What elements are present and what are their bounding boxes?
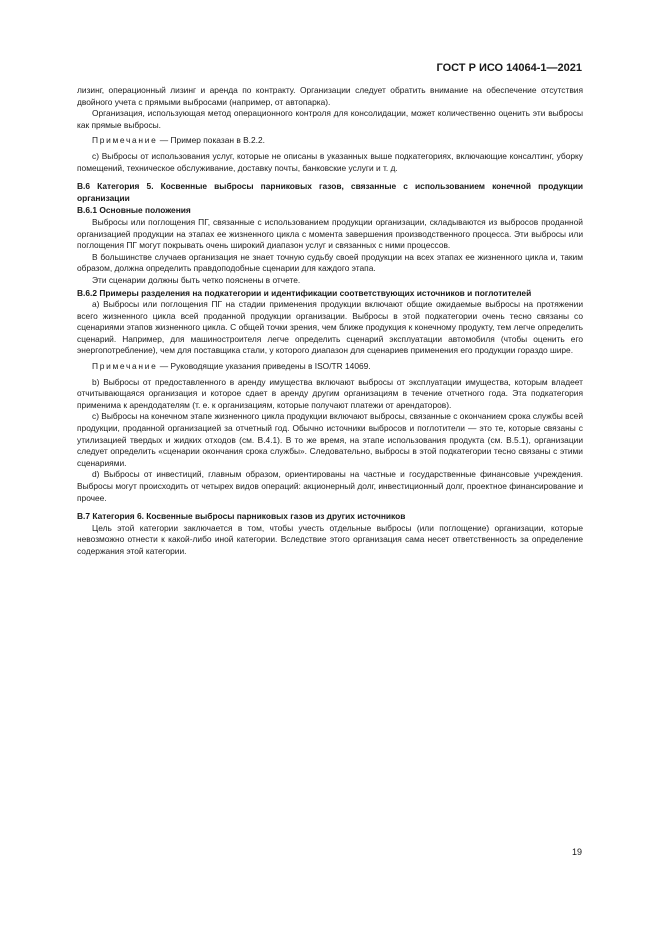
document-body [77, 85, 583, 558]
paragraph: Эти сценарии должны быть четко пояснены в отчете. [92, 274, 301, 285]
subsection-heading-b6-2: В.6.2 Примеры разделения на подкатегории и идентификации соответствующих источников и поглотителей [77, 287, 532, 298]
note [77, 361, 583, 373]
note-text: — Пример показан в В.2.2. [157, 135, 265, 146]
list-item: b) Выбросы от предоставленного в аренду имущества включают выбросы от эксплуатации имущества, которым владеет отчитывающаяся организация и которое сдает в аренду другим организациям в течение отчетного года. Эта подкатегория применима к арендодателям (т. е. к организациям, которые получают платежи от арендаторов). [77, 376, 583, 410]
document-standard-header: ГОСТ Р ИСО 14064-1—2021 [436, 62, 582, 74]
list-item: d) Выбросы от инвестиций, главным образом, ориентированы на частные и государственные финансовые учреждения. Выбросы могут происходить от четырех видов операций: акционерный долг, инвестиционный долг, проектное финансирование и прочее. [77, 469, 583, 503]
note-label: Примечание [92, 361, 158, 372]
paragraph: лизинг, операционный лизинг и аренда по контракту. Организации следует обратить внимание на обеспечение отсутствия двойного учета с прямыми выбросами (например, от автопарка). [77, 85, 583, 107]
list-item: a) Выбросы или поглощения ПГ на стадии применения продукции включают общие ожидаемые выбросы на протяжении всего жизненного цикла всей проданной продукции организации. Выбросы в этой подкатегории очень тесно связаны со сценариями этапов жизненного цикла. С общей точки зрения, чем ближе продукция к конечному продукту, тем легче определить сценарий. Например, для машиностроителя легче определить сценарий эксплуатации автомобиля (чтобы оценить его энергопотребление), чем для поставщика стали, у которого диапазон для сценариев применения его продукции гораздо шире. [77, 299, 583, 356]
subsection-heading-b6-1: В.6.1 Основные положения [77, 205, 191, 216]
paragraph: Организация, использующая метод операционного контроля для консолидации, может количественно оценить эти выбросы как прямые выбросы. [77, 108, 583, 130]
note-text: — Руководящие указания приведены в ISO/TR 14069. [157, 361, 371, 372]
note-label: Примечание [92, 135, 158, 146]
list-item: c) Выбросы на конечном этапе жизненного цикла продукции включают выбросы, связанные с окончанием срока службы всей продукции, проданной организацией за отчетный год. Обычно источники выбросов и поглотители — это те, которые связаны с утилизацией твердых и жидких отходов (см. В.4.1). В то же время, на этапе использования продукта (см. В.5.1), организации следует определить «сценарии окончания срока службы». Следовательно, выбросы в этой подкатегории тесно связаны с этими сценариями. [77, 411, 583, 468]
paragraph: Цель этой категории заключается в том, чтобы учесть отдельные выбросы (или поглощение) организации, которые невозможно отнести к какой-либо иной категории. Вследствие этого организация сама несет ответственность за определение содержания этой категории. [77, 522, 583, 556]
section-heading-b6: В.6 Категория 5. Косвенные выбросы парниковых газов, связанные с использованием конечной продукции организации [77, 181, 583, 203]
page-number: 19 [571, 847, 582, 857]
list-item: c) Выбросы от использования услуг, которые не описаны в указанных выше подкатегориях, включающие консалтинг, уборку помещений, техническое обслуживание, доставку почты, банковские услуги и т. д. [77, 150, 583, 173]
paragraph: В большинстве случаев организация не знает точную судьбу своей продукции на всех этапах ее жизненного цикла и, таким образом, должна определить правдоподобные сценарии для каждого этапа. [77, 251, 583, 274]
note [77, 135, 583, 147]
section-heading-b7: В.7 Категория 6. Косвенные выбросы парниковых газов из других источников [77, 511, 406, 522]
paragraph: Выбросы или поглощения ПГ, связанные с использованием продукции организации, складываются из выбросов проданной организацией продукции на этапах ее жизненного цикла с момента завершения производственного процесса. Эти выбросы или поглощения ПГ могут покрывать очень широкий диапазон услуг и связанных с ними процессов. [77, 216, 583, 251]
